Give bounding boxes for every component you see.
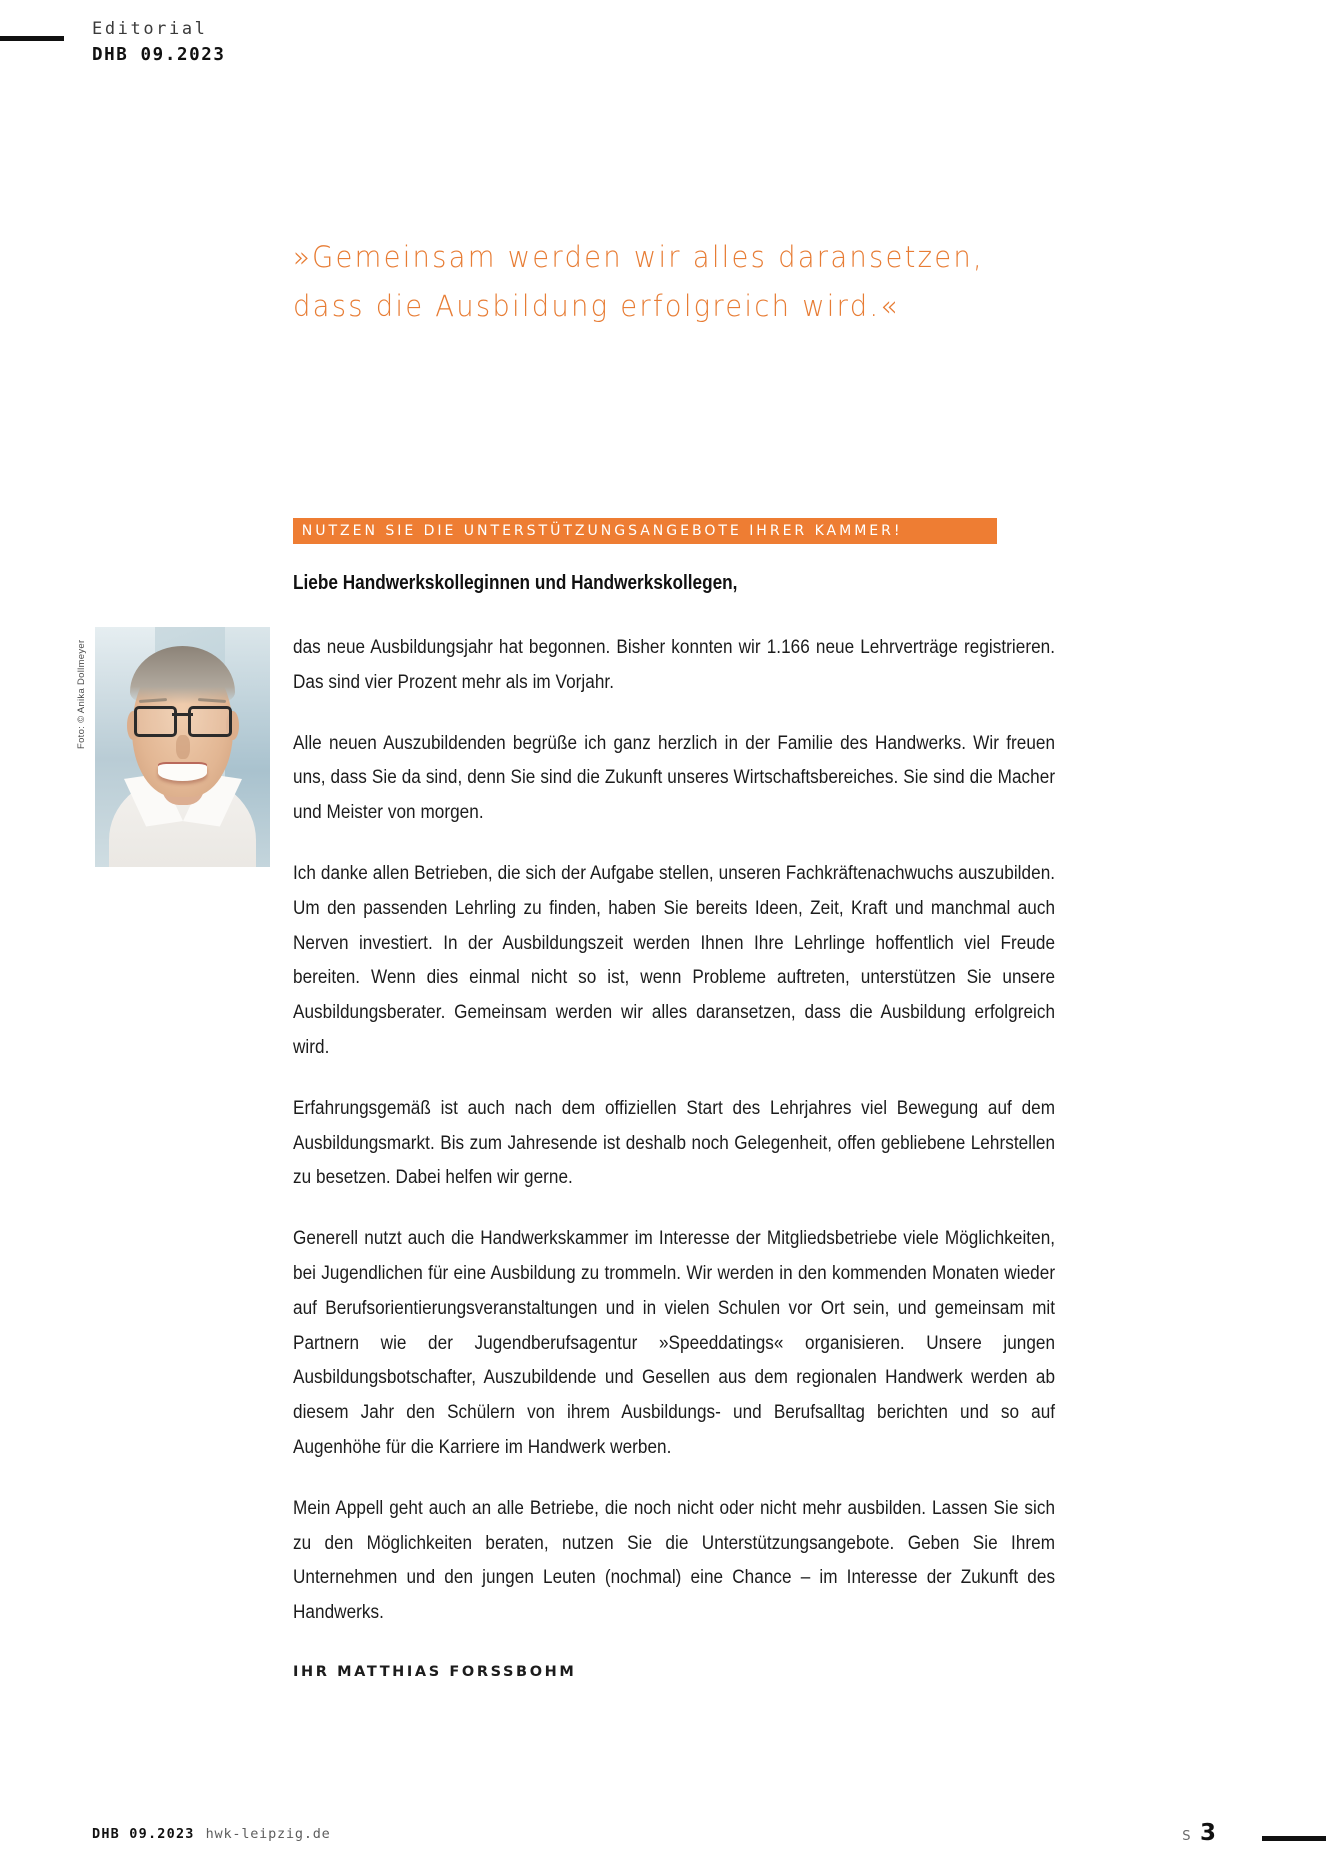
body-paragraph: Generell nutzt auch die Handwerkskammer im Interesse der Mitgliedsbetriebe viele Möglichkeiten, bei Jugendlichen für eine Ausbildung zu trommeln. Wir werden in den kommenden Monaten wieder auf Berufsorientierungsveranstaltungen und in vielen Schulen vor Ort sein, und gemeinsam mit Partnern wie der Jugendberufsagentur »Speeddatings« organisieren. Unsere jungen Ausbildungsbotschafter, Auszubildende und Gesellen aus dem regionalen Handwerk werden ab diesem Jahr den Schülern von ihrem Ausbildungs- und Berufsalltag berichten und so auf Augenhöhe für die Karriere im Handwerk werben.	[293, 1227, 1056, 1458]
header-issue: DHB 09.2023	[92, 45, 226, 65]
body-paragraph: Alle neuen Auszubildenden begrüße ich ganz herzlich in der Familie des Handwerks. Wir freuen uns, dass Sie da sind, denn Sie sind die Zukunft unseres Wirtschaftsbereiches. Sie sind die Macher und Meister von morgen.	[293, 731, 1056, 824]
photo-lens-right	[188, 706, 231, 737]
glasses-icon	[134, 706, 232, 737]
article-body	[293, 630, 1055, 1681]
photo-nose	[176, 735, 190, 759]
footer-issue: DHB 09.2023	[92, 1826, 195, 1842]
portrait-image	[95, 627, 270, 867]
photo-credit: Foto: © Anika Dollmeyer	[76, 639, 87, 749]
footer-left	[92, 1826, 331, 1842]
pull-quote: »Gemeinsam werden wir alles daransetzen, dass die Ausbildung erfolgreich wird.«	[293, 240, 984, 323]
photo-glasses-bridge	[172, 713, 193, 716]
body-paragraph: das neue Ausbildungsjahr hat begonnen. Bisher konnten wir 1.166 neue Lehrverträge registrieren. Das sind vier Prozent mehr als im Vorjahr.	[293, 636, 1056, 693]
body-paragraph: Erfahrungsgemäß ist auch nach dem offiziellen Start des Lehrjahres viel Bewegung auf dem Ausbildungsmarkt. Bis zum Jahresende ist deshalb noch Gelegenheit, offen gebliebene Lehrstellen zu besetzen. Dabei helfen wir gerne.	[293, 1096, 1056, 1189]
footer-url[interactable]: hwk-leipzig.de	[205, 1826, 331, 1842]
section-banner-label: NUTZEN SIE DIE UNTERSTÜTZUNGSANGEBOTE IHRER KAMMER!	[301, 523, 903, 539]
photo-smile	[158, 764, 207, 781]
salutation: Liebe Handwerkskolleginnen und Handwerkskollegen,	[293, 572, 738, 594]
photo-lens-left	[134, 706, 177, 737]
section-banner	[293, 518, 997, 544]
portrait-figure	[76, 627, 270, 867]
page-number: 3	[1199, 1820, 1216, 1846]
header-accent-rule	[0, 36, 64, 41]
footer-right	[1182, 1820, 1216, 1846]
author-signature: IHR MATTHIAS FORSSBOHM	[293, 1663, 577, 1680]
page-prefix: S	[1182, 1829, 1191, 1844]
header-kicker: Editorial	[92, 19, 208, 39]
page-header	[92, 21, 226, 65]
body-paragraph: Ich danke allen Betrieben, die sich der Aufgabe stellen, unseren Fachkräftenachwuchs auszubilden. Um den passenden Lehrling zu finden, haben Sie bereits Ideen, Zeit, Kraft und manchmal auch Nerven investiert. In der Ausbildungszeit werden Ihnen Ihre Lehrlinge hoffentlich viel Freude bereiten. Wenn dies einmal nicht so ist, wenn Probleme auftreten, unterstützen Sie unsere Ausbildungsberater. Gemeinsam werden wir alles daransetzen, dass die Ausbildung erfolgreich wird.	[293, 861, 1056, 1058]
body-paragraph: Mein Appell geht auch an alle Betriebe, die noch nicht oder nicht mehr ausbilden. Lassen Sie sich zu den Möglichkeiten beraten, nutzen Sie die Unterstützungsangebote. Geben Sie Ihrem Unternehmen und den jungen Leuten (nochmal) eine Chance – im Interesse der Zukunft des Handwerks.	[293, 1496, 1056, 1624]
footer-accent-rule	[1262, 1836, 1326, 1841]
